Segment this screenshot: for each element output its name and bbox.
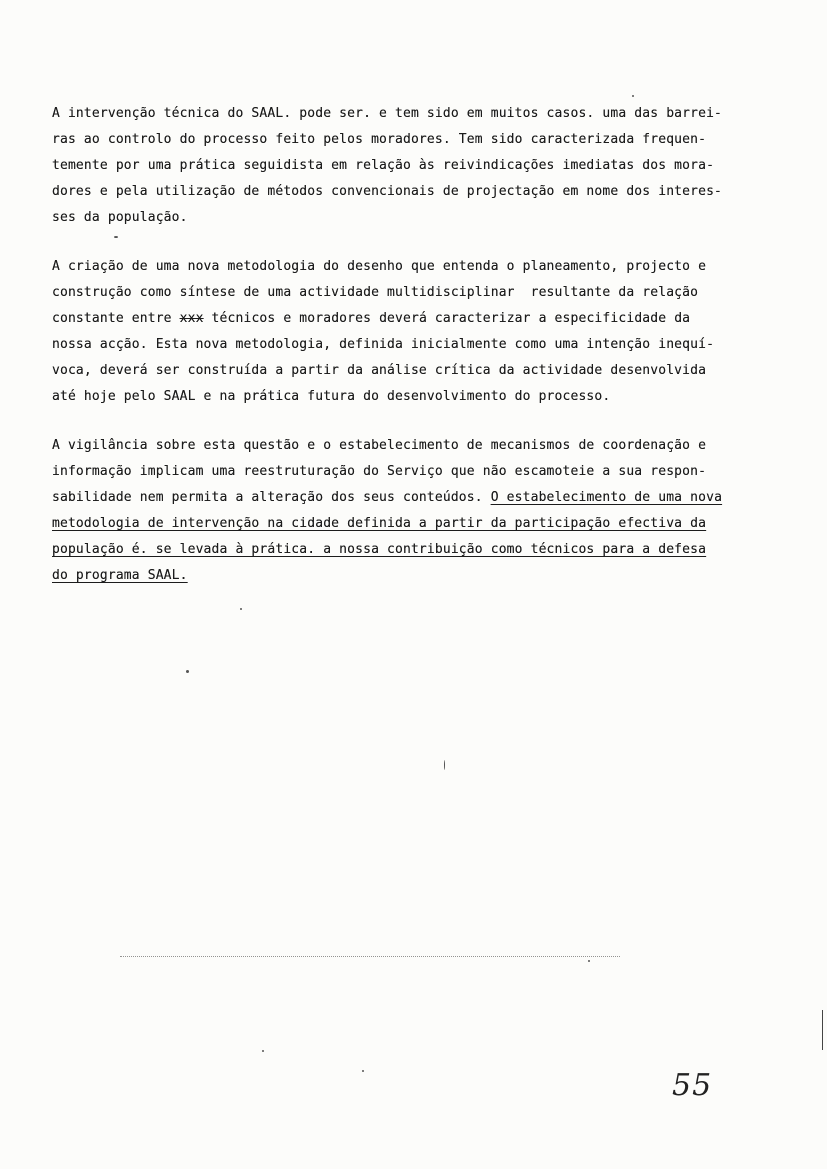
text-line: construção como síntese de uma actividade multidisciplinar resultante da relação <box>52 285 699 300</box>
scan-speck <box>632 95 634 97</box>
underlined-text-line: do programa SAAL. <box>52 568 188 583</box>
scan-edge-mark <box>822 1010 823 1050</box>
underlined-text-line: população é. se levada à prática. a nossa contribuição como técnicos para a defesa <box>52 542 707 557</box>
scan-speck <box>362 1070 364 1072</box>
scan-speck <box>262 1050 264 1052</box>
text-line: dores e pela utilização de métodos convencionais de projectação em nome dos interes- <box>52 184 723 199</box>
text-line: ses da população. <box>52 210 188 225</box>
page-number: 55 <box>672 1068 713 1103</box>
text-line: A intervenção técnica do SAAL. pode ser. e tem sido em muitos casos. uma das barrei- <box>52 106 723 121</box>
scan-speck <box>444 760 445 770</box>
text-line: voca, deverá ser construída a partir da análise crítica da actividade desenvolvida <box>52 363 707 378</box>
text-line: ras ao controlo do processo feito pelos moradores. Tem sido caracterizada frequen- <box>52 132 707 147</box>
scan-speck <box>588 960 590 962</box>
text-line-with-strikeout <box>52 306 782 332</box>
scan-artifact-line <box>120 956 620 959</box>
text-line-mixed <box>52 485 782 511</box>
text-fragment: constante entre <box>52 311 180 326</box>
text-line: informação implicam uma reestruturação do Serviço que não escamoteie a sua respon- <box>52 464 707 479</box>
paragraph-3 <box>52 433 782 589</box>
underlined-text: O estabelecimento de uma nova <box>490 490 723 505</box>
text-line: A vigilância sobre esta questão e o estabelecimento de mecanismos de coordenação e <box>52 438 707 453</box>
text-line: temente por uma prática seguidista em relação às reivindicações imediatas dos mora- <box>52 158 715 173</box>
underlined-text-line: metodologia de intervenção na cidade definida a partir da participação efectiva da <box>52 516 707 531</box>
scan-speck <box>186 670 189 673</box>
text-line: A criação de uma nova metodologia do desenho que entenda o planeamento, projecto e <box>52 259 707 274</box>
scan-speck <box>114 236 118 238</box>
struck-out-word: xxx <box>179 311 204 326</box>
paragraph-1 <box>52 101 782 231</box>
text-fragment: sabilidade nem permita a alteração dos seus conteúdos. <box>52 490 491 505</box>
scan-speck <box>240 608 242 610</box>
text-line: nossa acção. Esta nova metodologia, definida inicialmente como uma intenção inequí- <box>52 337 715 352</box>
text-line: até hoje pelo SAAL e na prática futura do desenvolvimento do processo. <box>52 389 611 404</box>
text-fragment: técnicos e moradores deverá caracterizar a especificidade da <box>203 311 691 326</box>
paragraph-2 <box>52 254 782 410</box>
